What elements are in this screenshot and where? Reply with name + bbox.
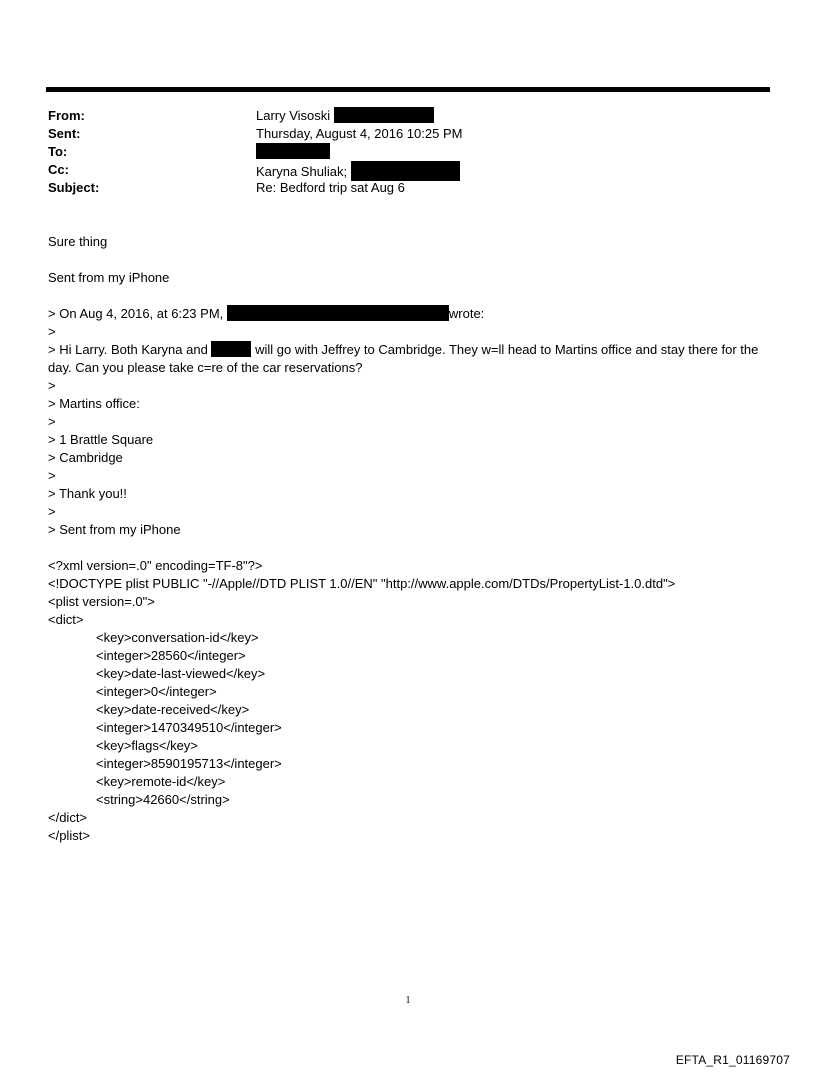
redaction-block xyxy=(256,143,330,159)
plist-doctype: <!DOCTYPE plist PUBLIC "-//Apple//DTD PLIST 1.0//EN" "http://www.apple.com/DTDs/PropertyList-1.0.dtd"> xyxy=(48,576,676,591)
header-sent-row xyxy=(48,125,772,143)
to-label: To: xyxy=(48,144,68,159)
plist-entry: <integer>8590195713</integer> xyxy=(96,756,282,771)
sent-label: Sent: xyxy=(48,126,81,141)
plist-dict-close: </dict> xyxy=(48,810,88,825)
plist-dict-open: <dict> xyxy=(48,612,84,627)
plist-entry: <integer>28560</integer> xyxy=(96,648,246,663)
subject-label: Subject: xyxy=(48,180,100,195)
quote-thanks: > Thank you!! xyxy=(48,486,127,501)
email-body xyxy=(48,233,772,845)
plist-entry: <key>remote-id</key> xyxy=(96,774,226,789)
document-id: EFTA_R1_01169707 xyxy=(675,1053,790,1067)
plist-close-tag: </plist> xyxy=(48,828,90,843)
quote-address-line-1: > 1 Brattle Square xyxy=(48,432,154,447)
plist-entry: <key>conversation-id</key> xyxy=(96,630,259,645)
quote-signature: > Sent from my iPhone xyxy=(48,522,181,537)
signature-line: Sent from my iPhone xyxy=(48,270,170,285)
sent-value: Thursday, August 4, 2016 10:25 PM xyxy=(256,126,463,141)
to-value xyxy=(256,143,330,161)
cc-value xyxy=(256,161,460,181)
quote-blank-line: > xyxy=(48,324,56,339)
from-label: From: xyxy=(48,108,85,123)
quote-intro-line xyxy=(48,305,772,323)
quote-intro-prefix: > On Aug 4, 2016, at 6:23 PM, xyxy=(48,306,224,321)
plist-entry: <key>date-last-viewed</key> xyxy=(96,666,266,681)
quote-paragraph xyxy=(48,341,772,377)
quote-address-line-2: > Cambridge xyxy=(48,450,123,465)
page-number: 1 xyxy=(405,995,411,1006)
cc-label: Cc: xyxy=(48,162,69,177)
quote-para-suffix: will go with Jeffrey to Cambridge. They w=ll head to Martins office and stay there for the day. Can you please take c=re of the car reservations? xyxy=(48,342,759,375)
redaction-block xyxy=(211,341,251,357)
quote-blank-line: > xyxy=(48,468,56,483)
header-from-row xyxy=(48,107,772,125)
quote-blank-line: > xyxy=(48,504,56,519)
from-name: Larry Visoski xyxy=(256,108,331,123)
header-subject-row xyxy=(48,179,772,197)
quote-office-label: > Martins office: xyxy=(48,396,140,411)
plist-open-tag: <plist version=.0"> xyxy=(48,594,155,609)
quote-blank-line: > xyxy=(48,414,56,429)
plist-entry: <integer>0</integer> xyxy=(96,684,217,699)
from-value xyxy=(256,107,434,125)
quote-blank-line: > xyxy=(48,378,56,393)
plist-xml-declaration: <?xml version=.0" encoding=TF-8"?> xyxy=(48,558,263,573)
plist-entry: <integer>1470349510</integer> xyxy=(96,720,282,735)
quote-para-prefix: > Hi Larry. Both Karyna and xyxy=(48,342,208,357)
quote-intro-suffix: wrote: xyxy=(448,306,485,321)
redaction-block xyxy=(334,107,434,123)
reply-line: Sure thing xyxy=(48,234,108,249)
cc-name: Karyna Shuliak; xyxy=(256,164,348,179)
redaction-block xyxy=(351,161,460,181)
header-to-row xyxy=(48,143,772,161)
plist-entry: <key>flags</key> xyxy=(96,738,198,753)
redaction-block xyxy=(227,305,449,321)
header-rule xyxy=(46,87,770,92)
plist-entry: <string>42660</string> xyxy=(96,792,230,807)
plist-entry: <key>date-received</key> xyxy=(96,702,250,717)
header-cc-row xyxy=(48,161,772,179)
subject-value: Re: Bedford trip sat Aug 6 xyxy=(256,180,405,195)
